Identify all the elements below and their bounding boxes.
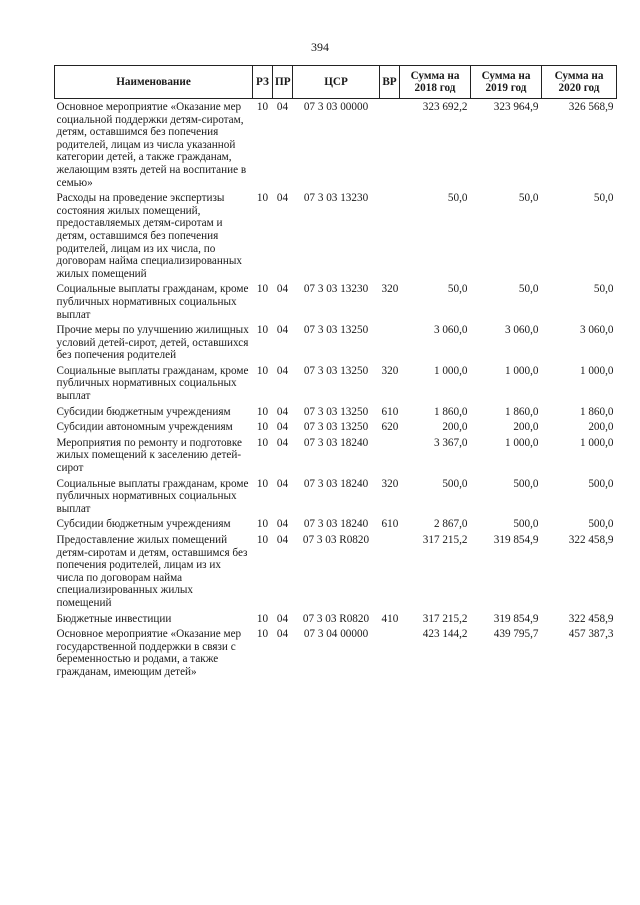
row-name: Предоставление жилых помещений детям-сиротам и детям, оставшимся без попечения родителей, лицам из их числа по договорам найма специализированных жилых помещений	[56, 534, 248, 609]
row-csr: 07 3 03 18240	[303, 518, 369, 531]
row-pr: 04	[276, 612, 289, 625]
row-pr: 04	[276, 324, 289, 337]
row-csr: 07 3 03 R0820	[302, 534, 370, 546]
row-sum-2018: 500,0	[442, 477, 468, 490]
header-pr: ПР	[273, 66, 293, 99]
table-row	[55, 534, 617, 613]
row-sum-2019: 50,0	[518, 192, 539, 205]
row-sum-2019: 200,0	[513, 421, 539, 434]
row-sum-2019: 1 860,0	[504, 405, 539, 418]
row-vr: 620	[381, 421, 399, 434]
row-pr: 04	[276, 421, 289, 434]
row-sum-2019: 50,0	[518, 283, 539, 296]
row-sum-2019: 500,0	[513, 518, 539, 531]
row-sum-2019: 439 795,7	[493, 628, 539, 641]
table-row	[55, 518, 617, 534]
row-csr: 07 3 03 R0820	[302, 612, 370, 625]
row-vr: 320	[381, 477, 399, 490]
row-name: Субсидии автономным учреждениям	[56, 421, 233, 434]
header-vr: ВР	[380, 66, 400, 99]
row-rz: 10	[256, 421, 269, 434]
row-sum-2018: 3 367,0	[433, 436, 468, 449]
row-name: Расходы на проведение экспертизы состояния жилых помещений, предоставляемых детям-сиротам и детям, оставшимся без попечения родителей, лицам из их числа, по договорам найма специализированных жилых помещений	[56, 192, 242, 280]
row-sum-2019: 500,0	[513, 477, 539, 490]
table-row	[55, 365, 617, 406]
row-rz: 10	[256, 101, 269, 113]
row-rz: 10	[256, 364, 269, 377]
row-rz: 10	[256, 628, 269, 641]
row-pr: 04	[276, 518, 289, 531]
row-sum-2020: 3 060,0	[579, 324, 614, 337]
row-name: Прочие меры по улучшению жилищных условий детей-сирот, детей, оставшихся без попечения родителей	[56, 324, 249, 362]
row-csr: 07 3 03 13250	[303, 405, 369, 418]
row-sum-2018: 50,0	[447, 192, 468, 205]
row-vr: 320	[381, 364, 399, 377]
row-csr: 07 3 03 18240	[303, 477, 369, 490]
header-sum-2020: Сумма на 2020 год	[542, 66, 617, 99]
row-name: Субсидии бюджетным учреждениям	[56, 518, 231, 531]
row-sum-2018: 317 215,2	[422, 612, 468, 625]
row-vr	[380, 437, 400, 478]
row-name: Социальные выплаты гражданам, кроме публичных нормативных социальных выплат	[56, 283, 249, 321]
row-rz: 10	[256, 477, 269, 490]
row-name: Социальные выплаты гражданам, кроме публичных нормативных социальных выплат	[56, 364, 249, 403]
row-csr: 07 3 03 13250	[303, 421, 369, 434]
row-vr	[380, 192, 400, 283]
row-rz: 10	[256, 518, 269, 531]
row-sum-2018: 1 000,0	[433, 364, 468, 377]
row-sum-2020: 1 000,0	[579, 364, 614, 377]
table-row	[55, 628, 617, 681]
row-sum-2020: 500,0	[588, 477, 614, 490]
row-name: Мероприятия по ремонту и подготовке жилых помещений к заселению детей-сирот	[56, 436, 242, 475]
row-name: Основное мероприятие «Оказание мер государственной поддержки в связи с беременностью и родами, а также гражданам, имеющим детей»	[56, 628, 242, 678]
table-row	[55, 478, 617, 519]
row-sum-2020: 457 387,3	[568, 628, 614, 641]
row-vr	[380, 324, 400, 365]
row-sum-2019: 319 854,9	[493, 534, 539, 546]
row-name: Социальные выплаты гражданам, кроме публичных нормативных социальных выплат	[56, 477, 249, 515]
row-pr: 04	[276, 283, 289, 296]
row-vr	[380, 99, 400, 193]
row-sum-2018: 50,0	[447, 283, 468, 296]
row-sum-2020: 200,0	[588, 421, 614, 434]
row-sum-2020: 322 458,9	[568, 612, 614, 625]
table-row	[55, 283, 617, 324]
row-name: Субсидии бюджетным учреждениям	[56, 405, 231, 418]
row-vr: 610	[381, 518, 399, 531]
header-csr: ЦСР	[293, 66, 380, 99]
header-sum-2018: Сумма на 2018 год	[400, 66, 471, 99]
row-pr: 04	[276, 364, 289, 377]
row-csr: 07 3 04 00000	[303, 628, 369, 641]
table-header	[55, 66, 617, 99]
header-name: Наименование	[55, 66, 253, 99]
row-csr: 07 3 03 18240	[303, 436, 369, 449]
row-rz: 10	[256, 192, 269, 205]
row-pr: 04	[276, 628, 289, 641]
header-rz: РЗ	[253, 66, 273, 99]
row-sum-2020: 326 568,9	[568, 101, 614, 113]
row-rz: 10	[256, 324, 269, 337]
row-vr: 410	[381, 612, 399, 625]
row-sum-2020: 1 000,0	[579, 436, 614, 449]
table-row	[55, 192, 617, 283]
row-csr: 07 3 03 13250	[303, 364, 369, 377]
row-pr: 04	[276, 477, 289, 490]
row-vr: 610	[381, 405, 399, 418]
row-sum-2020: 1 860,0	[579, 405, 614, 418]
table-body	[55, 99, 617, 682]
table-row	[55, 99, 617, 193]
row-pr: 04	[276, 436, 289, 449]
header-sum-2019: Сумма на 2019 год	[471, 66, 542, 99]
table-row	[55, 421, 617, 437]
row-csr: 07 3 03 13230	[303, 192, 369, 205]
row-sum-2019: 323 964,9	[493, 101, 539, 113]
row-rz: 10	[256, 283, 269, 296]
table-row	[55, 406, 617, 422]
budget-table	[54, 65, 617, 682]
row-name: Основное мероприятие «Оказание мер социальной поддержки детям-сиротам, детям, оставшимся без попечения родителей, лицам из числа указанной категории детей, а также гражданам, желающим взять детей на воспитание в семью»	[56, 101, 247, 189]
row-rz: 10	[256, 534, 269, 546]
row-sum-2019: 1 000,0	[504, 436, 539, 449]
row-rz: 10	[256, 405, 269, 418]
row-pr: 04	[276, 534, 289, 546]
row-pr: 04	[276, 405, 289, 418]
row-csr: 07 3 03 13230	[303, 283, 369, 296]
page-number: 394	[311, 40, 329, 54]
row-vr	[380, 628, 400, 681]
row-sum-2020: 50,0	[593, 283, 614, 296]
row-sum-2019: 1 000,0	[504, 364, 539, 377]
row-sum-2020: 500,0	[588, 518, 614, 531]
row-csr: 07 3 03 00000	[303, 101, 369, 113]
row-name: Бюджетные инвестиции	[56, 612, 172, 625]
table-row	[55, 613, 617, 629]
row-rz: 10	[256, 612, 269, 625]
table-row	[55, 324, 617, 365]
table-row	[55, 437, 617, 478]
row-sum-2018: 3 060,0	[433, 324, 468, 337]
row-sum-2018: 2 867,0	[433, 518, 468, 531]
row-vr	[380, 534, 400, 613]
row-pr: 04	[276, 192, 289, 205]
row-pr: 04	[276, 101, 289, 113]
row-sum-2020: 322 458,9	[568, 534, 614, 546]
row-sum-2020: 50,0	[593, 192, 614, 205]
row-sum-2018: 323 692,2	[422, 101, 468, 113]
row-sum-2019: 3 060,0	[504, 324, 539, 337]
row-vr: 320	[381, 283, 399, 296]
row-csr: 07 3 03 13250	[303, 324, 369, 337]
row-sum-2018: 200,0	[442, 421, 468, 434]
row-sum-2018: 317 215,2	[422, 534, 468, 546]
row-sum-2018: 1 860,0	[433, 405, 468, 418]
row-rz: 10	[256, 436, 269, 449]
row-sum-2019: 319 854,9	[493, 612, 539, 625]
row-sum-2018: 423 144,2	[422, 628, 468, 641]
